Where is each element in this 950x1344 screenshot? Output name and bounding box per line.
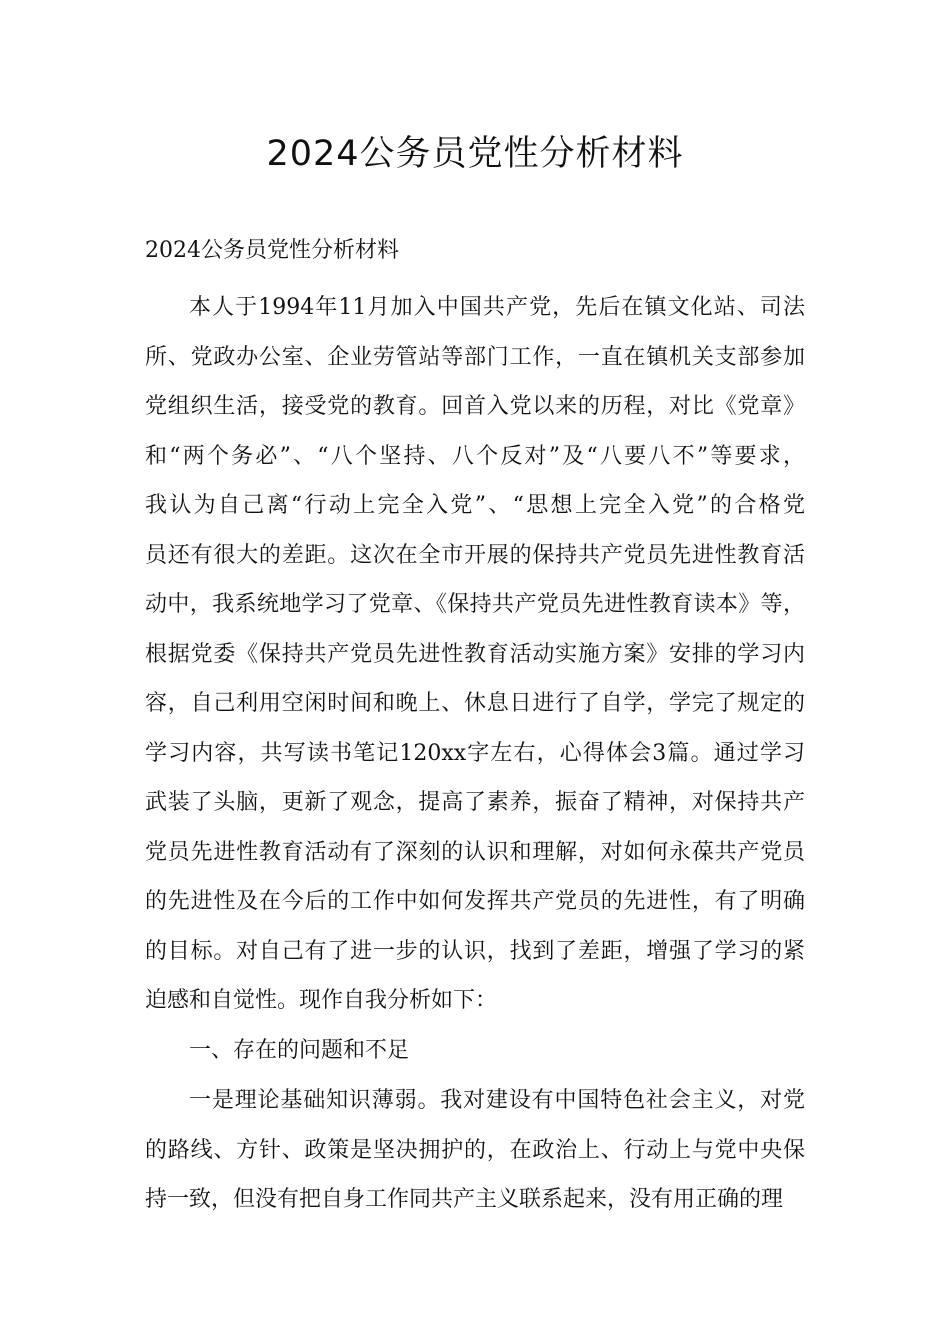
paragraph-intro — [145, 283, 805, 1026]
text-line: 的路线、方针、政策是坚决拥护的，在政治上、行动上与党中央保 — [145, 1137, 805, 1163]
document-subtitle: 2024公务员党性分析材料 — [145, 238, 399, 263]
text-line: 武装了头脑，更新了观念，提高了素养，振奋了精神，对保持共产 — [145, 790, 805, 815]
paragraph-problems — [145, 1076, 805, 1225]
text-line: 迫感和自觉性。现作自我分析如下： — [145, 988, 498, 1013]
text-line: 所、党政办公室、企业劳管站等部门工作，一直在镇机关支部参加 — [145, 344, 805, 370]
text-line: 本人于1994年11月加入中国共产党，先后在镇文化站、司法 — [189, 295, 805, 320]
text-line: 容，自己利用空闲时间和晚上、休息日进行了自学，学完了规定的 — [145, 691, 805, 716]
text-line: 一是理论基础知识薄弱。我对建设有中国特色社会主义，对党 — [189, 1088, 805, 1113]
text-line: 和“两个务必”、“八个坚持、八个反对”及“八要八不”等要求， — [145, 443, 805, 469]
section-heading: 一、存在的问题和不足 — [189, 1038, 410, 1063]
text-line: 员还有很大的差距。这次在全市开展的保持共产党员先进性教育活 — [145, 542, 805, 568]
text-line: 党组织生活，接受党的教育。回首入党以来的历程，对比《党章》 — [145, 394, 805, 419]
text-line: 的先进性及在今后的工作中如何发挥共产党员的先进性，有了明确 — [145, 889, 805, 914]
section-heading-wrapper — [145, 1026, 805, 1076]
text-line: 根据党委《保持共产党员先进性教育活动实施方案》安排的学习内 — [145, 641, 805, 667]
text-line: 的目标。对自己有了进一步的认识，找到了差距，增强了学习的紧 — [145, 938, 805, 964]
text-line: 我认为自己离“行动上完全入党”、“思想上完全入党”的合格党 — [145, 493, 805, 518]
text-line: 持一致，但没有把自身工作同共产主义联系起来，没有用正确的理 — [145, 1187, 784, 1212]
text-line: 动中，我系统地学习了党章、《保持共产党员先进性教育读本》等， — [145, 592, 805, 617]
text-line: 党员先进性教育活动有了深刻的认识和理解，对如何永葆共产党员 — [145, 839, 805, 865]
document-title: 2024公务员党性分析材料 — [266, 134, 684, 174]
text-line: 学习内容，共写读书笔记120xx字左右，心得体会3篇。通过学习 — [145, 740, 805, 766]
